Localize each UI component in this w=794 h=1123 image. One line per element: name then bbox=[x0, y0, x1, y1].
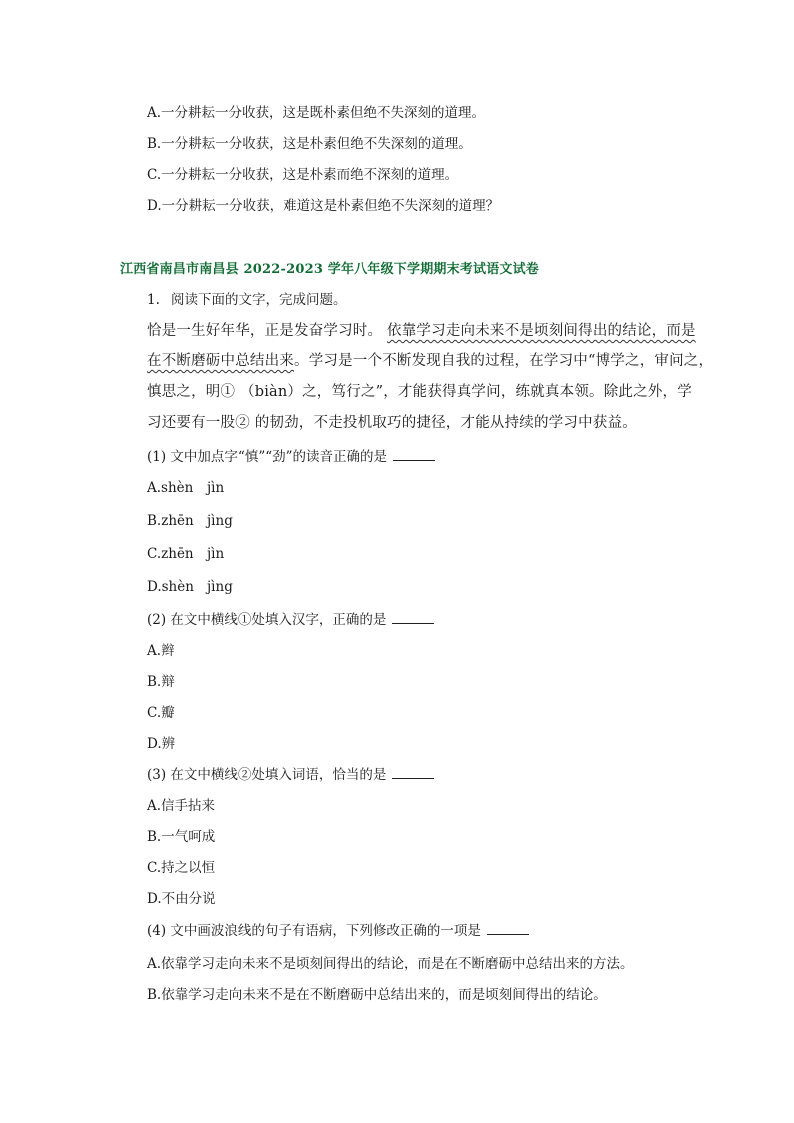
option-d bbox=[147, 578, 233, 596]
option-text: C.zhēn bbox=[147, 546, 194, 562]
exam-title: 江西省南昌市南昌县 2022-2023 学年八年级下学期期末考试语文试卷 bbox=[120, 262, 540, 277]
answer-blank bbox=[487, 922, 529, 935]
passage-line-1 bbox=[147, 322, 696, 340]
wavy-sentence: 依靠学习走向未来不是顷刻间得出的结论，而是 bbox=[387, 323, 696, 339]
prev-option-b: B.一分耕耘一分收获，这是朴素但绝不失深刻的道理。 bbox=[147, 136, 472, 152]
option-b bbox=[147, 512, 233, 530]
passage-text: 。学习是一个不断发现自我的过程，在学习中“博学之，审问之， bbox=[294, 353, 714, 369]
question-instruction: 阅读下面的文字，完成问题。 bbox=[171, 292, 347, 308]
passage-line-3: 慎思之，明① （biàn）之，笃行之”，才能获得真学问，练就真本领。除此之外，学 bbox=[147, 384, 692, 400]
option-a: A.辫 bbox=[147, 643, 175, 659]
passage-text: 恰是一生好年华，正是发奋学习时。 bbox=[147, 323, 383, 339]
passage-line-4: 习还要有一股② 的韧劲，不走投机取巧的捷径，才能从持续的学习中获益。 bbox=[147, 415, 637, 431]
sub-question-stem: (1) 文中加点字“慎”“劲”的读音正确的是 bbox=[147, 449, 388, 465]
sub-question-3 bbox=[147, 766, 434, 784]
answer-blank bbox=[392, 766, 434, 779]
question-number: 1. bbox=[147, 292, 160, 308]
sub-question-2 bbox=[147, 611, 434, 629]
option-d: D.不由分说 bbox=[147, 891, 216, 907]
option-c: C.持之以恒 bbox=[147, 860, 216, 876]
option-a: A.依靠学习走向未来不是顷刻间得出的结论，而是在不断磨砺中总结出来的方法。 bbox=[147, 956, 634, 972]
prev-option-d: D.一分耕耘一分收获，难道这是朴素但绝不失深刻的道理？ bbox=[147, 198, 500, 214]
prev-option-c: C.一分耕耘一分收获，这是朴素而绝不深刻的道理。 bbox=[147, 167, 459, 183]
option-text: B.zhēn bbox=[147, 513, 194, 529]
option-text: A.shèn bbox=[147, 480, 194, 496]
option-b: B.一气呵成 bbox=[147, 829, 216, 845]
question-header bbox=[147, 291, 347, 309]
sub-question-1 bbox=[147, 448, 435, 466]
option-text: jìn bbox=[207, 480, 225, 496]
passage-line-2 bbox=[147, 352, 713, 370]
prev-option-a: A.一分耕耘一分收获，这是既朴素但绝不失深刻的道理。 bbox=[147, 105, 486, 121]
sub-question-stem: (2) 在文中横线①处填入汉字，正确的是 bbox=[147, 612, 387, 628]
answer-blank bbox=[393, 448, 435, 461]
option-text: jìng bbox=[207, 579, 233, 595]
option-b: B.辩 bbox=[147, 674, 175, 690]
option-c: C.瓣 bbox=[147, 705, 175, 721]
option-a: A.信手拈来 bbox=[147, 798, 216, 814]
sub-question-stem: (3) 在文中横线②处填入词语，恰当的是 bbox=[147, 767, 387, 783]
wavy-sentence: 在不断磨砺中总结出来 bbox=[147, 353, 294, 369]
option-text: jìng bbox=[207, 513, 233, 529]
option-d: D.辨 bbox=[147, 736, 176, 752]
sub-question-4 bbox=[147, 922, 529, 940]
sub-question-stem: (4) 文中画波浪线的句子有语病，下列修改正确的一项是 bbox=[147, 923, 481, 939]
option-b: B.依靠学习走向未来不是在不断磨砺中总结出来的，而是顷刻间得出的结论。 bbox=[147, 987, 607, 1003]
option-a bbox=[147, 479, 224, 497]
answer-blank bbox=[392, 611, 434, 624]
option-text: jìn bbox=[207, 546, 225, 562]
option-text: D.shèn bbox=[147, 579, 194, 595]
option-c bbox=[147, 545, 224, 563]
